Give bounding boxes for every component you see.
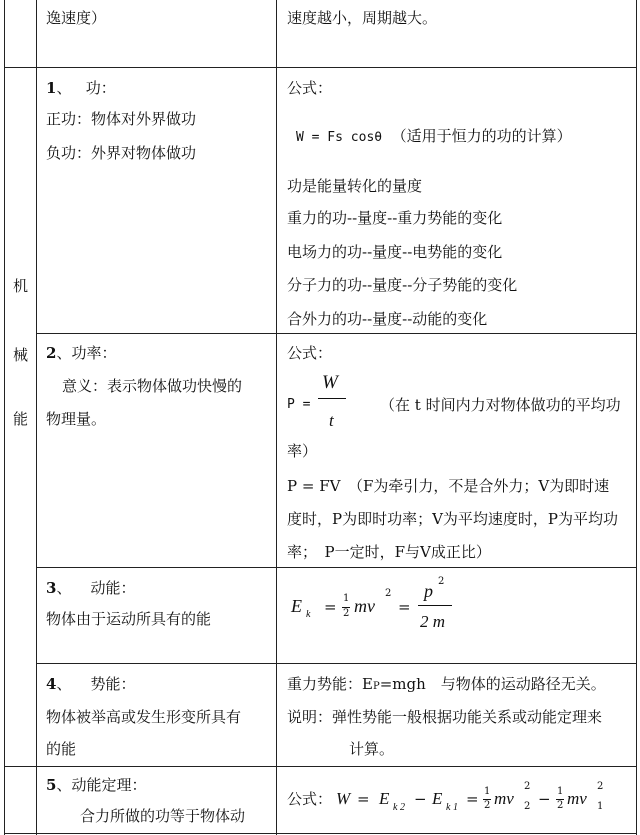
category-char: 机 bbox=[13, 277, 29, 295]
theorem-W: W bbox=[336, 789, 351, 808]
work-line: 合外力的功--量度--动能的变化 bbox=[287, 310, 488, 328]
theorem-mv-initial: mv bbox=[567, 789, 587, 808]
table-divider-category bbox=[36, 0, 37, 835]
work-title-sep: 、 bbox=[56, 79, 72, 97]
theorem-formula-label: 公式： bbox=[287, 790, 333, 808]
potential-title-sep: 、 bbox=[56, 675, 72, 693]
table-border-bottom bbox=[4, 833, 637, 834]
kinetic-p-squared: 2 bbox=[438, 576, 445, 587]
power-average-note: （在 t 时间内力对物体做功的平均功 bbox=[380, 396, 621, 414]
gravity-potential-label: 重力势能：E bbox=[287, 675, 373, 693]
potential-note-cont: 计算。 bbox=[349, 740, 395, 758]
theorem-description: 合力所做的功等于物体动 bbox=[80, 807, 246, 825]
kinetic-E: E bbox=[291, 596, 302, 616]
table-divider-middle bbox=[276, 0, 277, 835]
work-number: 1 bbox=[46, 79, 57, 97]
work-formula-expression: W = Fs cosθ bbox=[296, 130, 383, 145]
work-formula-label: 公式： bbox=[287, 79, 333, 97]
work-line: 分子力的功--量度--分子势能的变化 bbox=[287, 276, 518, 294]
potential-number: 4 bbox=[46, 675, 57, 693]
row-divider bbox=[36, 567, 637, 568]
kinetic-half-numerator: 1 bbox=[343, 593, 350, 604]
category-char: 能 bbox=[13, 410, 29, 428]
theorem-equals: = bbox=[357, 790, 370, 808]
theorem-mv-final-index: 2 bbox=[524, 801, 531, 812]
power-average-note-cont: 率） bbox=[287, 442, 318, 460]
power-meaning: 意义：表示物体做功快慢的 bbox=[62, 377, 243, 395]
table-border-left bbox=[4, 0, 5, 835]
gravity-potential-rest: =mgh 与物体的运动路径无关。 bbox=[379, 675, 606, 693]
theorem-E2: E bbox=[379, 789, 390, 808]
kinetic-title bbox=[46, 578, 136, 598]
kinetic-equals-2: = bbox=[398, 598, 411, 616]
power-fv-line: 度时，P为即时功率；V为平均速度时，P为平均功 bbox=[287, 510, 619, 528]
theorem-mv-initial-index: 1 bbox=[597, 801, 604, 812]
theorem-half-numerator-1: 1 bbox=[484, 786, 491, 797]
kinetic-p-denominator: 2 m bbox=[420, 612, 446, 631]
kinetic-p-fraction-bar bbox=[418, 605, 452, 606]
theorem-half-denominator-2: 2 bbox=[557, 800, 564, 811]
kinetic-subscript-k: k bbox=[306, 609, 311, 620]
power-fv-line: 率； P一定时，F与V成正比） bbox=[287, 543, 491, 561]
theorem-number: 5 bbox=[46, 776, 57, 794]
table-border-right bbox=[636, 0, 637, 835]
row-divider bbox=[4, 67, 637, 68]
kinetic-p: p bbox=[424, 581, 433, 601]
row0-left-text: 逸速度） bbox=[46, 9, 107, 27]
power-meaning-cont: 物理量。 bbox=[46, 410, 107, 428]
theorem-title-text: 、动能定理： bbox=[56, 776, 147, 794]
gravity-potential bbox=[287, 674, 606, 697]
work-line: 电场力的功--量度--电势能的变化 bbox=[287, 243, 503, 261]
work-formula-note: （适用于恒力的功的计算） bbox=[391, 127, 572, 145]
theorem-mv-initial-power: 2 bbox=[597, 781, 604, 792]
theorem-mv-final: mv bbox=[494, 789, 514, 808]
kinetic-description: 物体由于运动所具有的能 bbox=[46, 610, 212, 628]
theorem-equals-2: = bbox=[466, 790, 479, 808]
power-formula-label: 公式： bbox=[287, 344, 333, 362]
theorem-half-denominator-1: 2 bbox=[484, 800, 491, 811]
category-char: 械 bbox=[13, 346, 29, 364]
theorem-subscript-k1: k 1 bbox=[446, 802, 458, 813]
power-frac-denominator: t bbox=[329, 411, 334, 430]
potential-title bbox=[46, 674, 136, 694]
theorem-minus-2: − bbox=[538, 790, 551, 808]
row-divider bbox=[36, 663, 637, 664]
gravity-potential-subscript: P bbox=[372, 681, 380, 692]
potential-description-cont: 的能 bbox=[46, 740, 77, 758]
theorem-mv-final-power: 2 bbox=[524, 781, 531, 792]
work-formula bbox=[296, 126, 572, 148]
power-frac-numerator: W bbox=[322, 372, 338, 393]
potential-description: 物体被举高或发生形变所具有 bbox=[46, 708, 242, 726]
theorem-minus: − bbox=[414, 790, 427, 808]
power-number: 2 bbox=[46, 344, 57, 362]
theorem-subscript-k2: k 2 bbox=[393, 802, 405, 813]
kinetic-mv-squared: 2 bbox=[385, 588, 392, 599]
theorem-E1: E bbox=[432, 789, 443, 808]
power-p-equals: P = bbox=[287, 397, 311, 412]
kinetic-mv: mv bbox=[354, 596, 375, 616]
kinetic-title-sep: 、 bbox=[56, 579, 72, 597]
potential-title-text: 势能： bbox=[90, 675, 136, 693]
kinetic-half-denominator: 2 bbox=[343, 608, 350, 619]
row0-right-text: 速度越小，周期越大。 bbox=[287, 9, 438, 27]
work-title-text: 功： bbox=[85, 79, 116, 97]
work-positive: 正功：物体对外界做功 bbox=[46, 110, 197, 128]
theorem-title bbox=[46, 775, 146, 795]
kinetic-number: 3 bbox=[46, 579, 57, 597]
row-divider bbox=[36, 333, 637, 334]
power-fraction-bar bbox=[318, 398, 346, 399]
work-negative: 负功：外界对物体做功 bbox=[46, 144, 197, 162]
power-fv-line: P = FV （F为牵引力，不是合外力；V为即时速 bbox=[287, 477, 610, 495]
work-title bbox=[46, 78, 116, 98]
row-divider bbox=[4, 766, 637, 767]
potential-note: 说明：弹性势能一般根据功能关系或动能定理来 bbox=[287, 708, 603, 726]
work-line: 功是能量转化的量度 bbox=[287, 177, 423, 195]
theorem-half-numerator-2: 1 bbox=[557, 786, 564, 797]
kinetic-equals: = bbox=[324, 598, 337, 616]
work-line: 重力的功--量度--重力势能的变化 bbox=[287, 209, 503, 227]
power-title-text: 、功率： bbox=[56, 344, 117, 362]
kinetic-title-text: 动能： bbox=[90, 579, 136, 597]
power-title bbox=[46, 343, 116, 363]
